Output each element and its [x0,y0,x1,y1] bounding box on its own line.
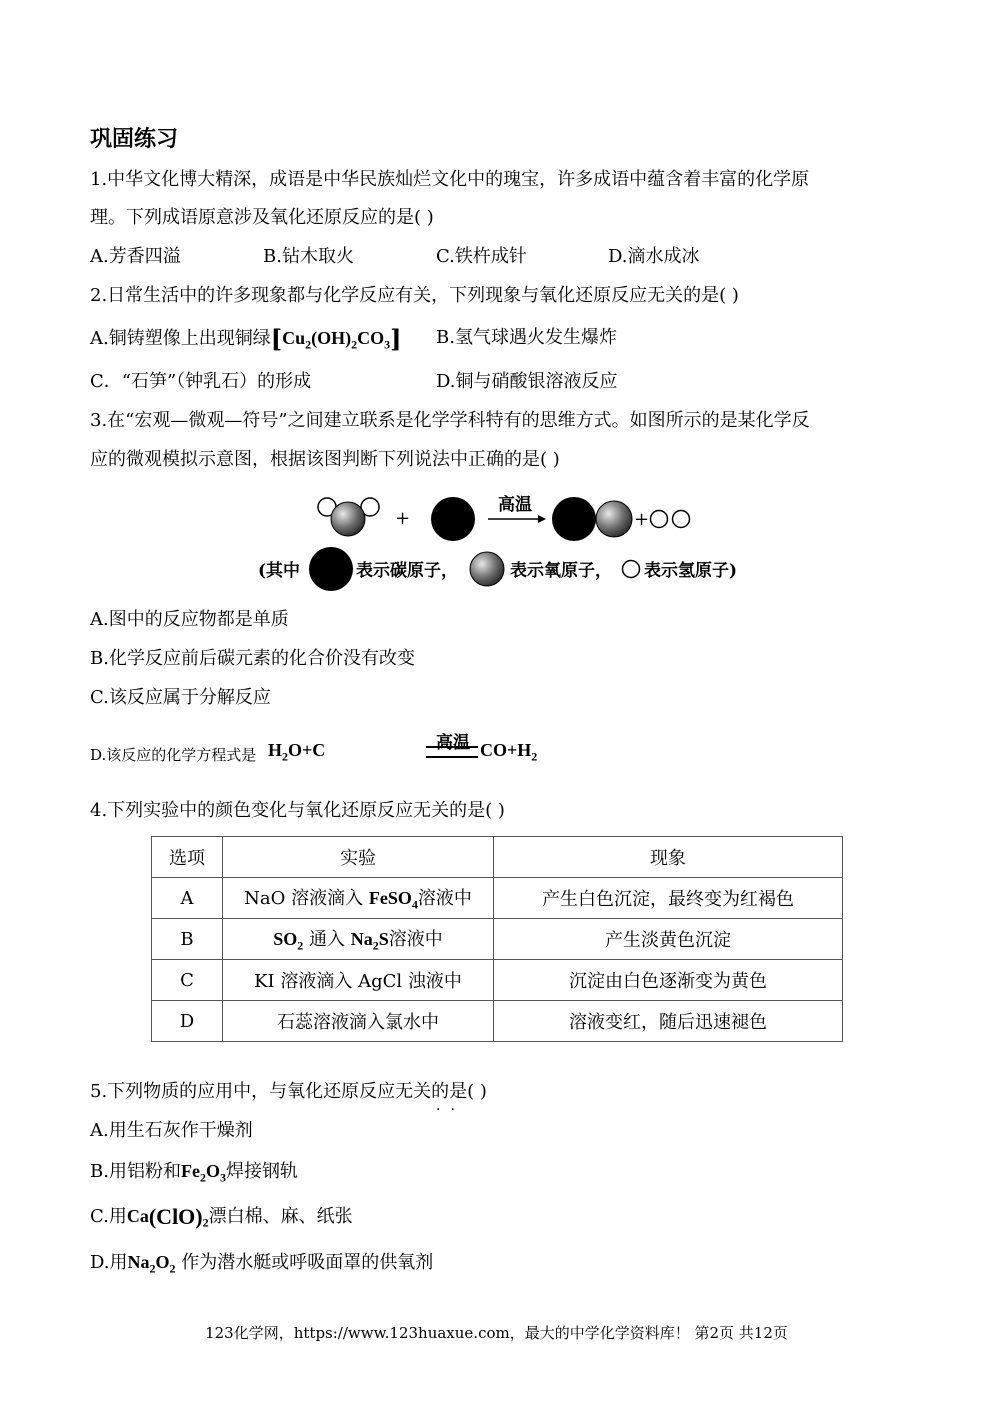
section-title: 巩固练习 [90,127,179,152]
q2-stem: 2.日常生活中的许多现象都与化学反应有关，下列现象与氧化还原反应无关的是( ) [90,285,739,306]
emphasis-dots: ·· [436,1102,465,1118]
q3-stem-line2: 应的微观模拟示意图，根据该图判断下列说法中正确的是( ) [90,449,560,470]
q1-option-b: B.钻木取火 [263,246,354,267]
caclo2-formula: $Ca(ClO)_2$ [126,1204,209,1230]
table-row [152,1001,843,1042]
reaction-diagram [250,490,760,594]
table-row [152,878,843,919]
q5-stem: 5.下列物质的应用中，与氧化还原反应无关的是( ) [90,1081,487,1102]
equation-products: $CO+H_2$ [480,740,538,764]
q3-option-c: C.该反应属于分解反应 [90,687,271,708]
row-option: A [152,878,223,919]
row-experiment: NaO 溶液滴入 FeSO$_4$溶液中 [223,878,494,919]
page-footer: 123化学网，https://www.123huaxue.com，最大的中学化学资料库！ 第2页 共12页 [205,1324,788,1342]
q5-option-a: A.用生石灰作干燥剂 [90,1120,253,1141]
header-experiment: 实验 [223,837,494,878]
row-experiment: 石蕊溶液滴入氯水中 [223,1001,494,1042]
legend-carbon-text: 表示碳原子， [356,561,458,581]
reaction-arrow-icon [488,515,546,523]
q2-option-c: C．“石笋”（钟乳石）的形成 [90,371,312,392]
header-option: 选项 [152,837,223,878]
q3-option-d [90,728,538,772]
q4-table [151,836,843,1042]
plus-sign: + [395,508,411,529]
fe2o3-formula: $Fe_2O_3$ [180,1161,226,1185]
q5-option-d: D.用$Na_2O_2$ 作为潜水艇或呼吸面罩的供氧剂 [90,1252,434,1276]
legend-hydrogen-text: 表示氢原子) [644,561,738,581]
na2o2-formula: $Na_2O_2$ [127,1252,176,1276]
q5-option-c: C.用$Ca(ClO)_2$漂白棉、麻、纸张 [90,1204,353,1230]
q2-option-b: B.氢气球遇火发生爆炸 [436,327,617,348]
q5-option-b: B.用铝粉和$Fe_2O_3$焊接钢轨 [90,1161,298,1185]
carbon-monoxide-molecule-icon [552,497,632,541]
row-option: B [152,919,223,960]
legend-open: (其中 [258,561,301,581]
q3-stem-line1: 3.在“宏观—微观—符号”之间建立联系是化学学科特有的思维方式。如图所示的是某化学反 [90,410,810,431]
q4-stem: 4.下列实验中的颜色变化与氧化还原反应无关的是( ) [90,800,505,821]
malachite-formula: $Cu_2(OH)_2CO_3$ [282,328,391,352]
row-experiment: $SO_2$ 通入 $Na_2S$溶液中 [223,919,494,960]
row-option: D [152,1001,223,1042]
table-row [152,960,843,1001]
table-header-row [152,837,843,878]
water-molecule-icon [318,498,379,536]
row-experiment: KI 溶液滴入 AgCl 浊液中 [223,960,494,1001]
close-bracket: ] [390,324,402,353]
header-phenomenon: 现象 [494,837,843,878]
carbon-atom-icon [431,497,475,541]
equation-reactants: $H_2O+C$ [268,740,326,764]
legend-oxygen-icon [470,552,504,586]
table-row [152,919,843,960]
q1-option-d: D.滴水成冰 [608,246,700,267]
q3-option-b: B.化学反应前后碳元素的化合价没有改变 [90,648,415,669]
hydrogen-molecule-icon [651,511,690,528]
legend-oxygen-text: 表示氧原子， [510,561,612,581]
q1-option-a: A.芳香四溢 [90,246,181,267]
q1-stem-line1: 1.中华文化博大精深，成语是中华民族灿烂文化中的瑰宝，许多成语中蕴含着丰富的化学原 [90,169,810,190]
row-phenomenon: 沉淀由白色逐渐变为黄色 [494,960,843,1001]
row-phenomenon: 产生白色沉淀，最终变为红褐色 [494,878,843,919]
q2-option-a-text: A.铜铸塑像上出现铜绿 [90,328,271,349]
row-phenomenon: 产生淡黄色沉淀 [494,919,843,960]
equation-equals-sign [426,746,478,758]
legend-hydrogen-icon [623,561,640,578]
plus-sign-2: + [634,509,650,530]
open-bracket: [ [270,324,283,353]
legend-carbon-icon [309,547,353,591]
condition-label: 高温 [498,495,532,515]
q3-option-d-label: D.该反应的化学方程式是 [90,746,257,764]
equation-condition: 高温 [436,733,470,753]
q1-stem-line2: 理。下列成语原意涉及氧化还原反应的是( ) [90,207,434,228]
q2-option-a [90,326,401,357]
row-option: C [152,960,223,1001]
q1-option-c: C.铁杵成针 [436,246,527,267]
q2-option-d: D.铜与硝酸银溶液反应 [436,371,618,392]
row-phenomenon: 溶液变红，随后迅速褪色 [494,1001,843,1042]
q3-option-a: A.图中的反应物都是单质 [90,609,289,630]
